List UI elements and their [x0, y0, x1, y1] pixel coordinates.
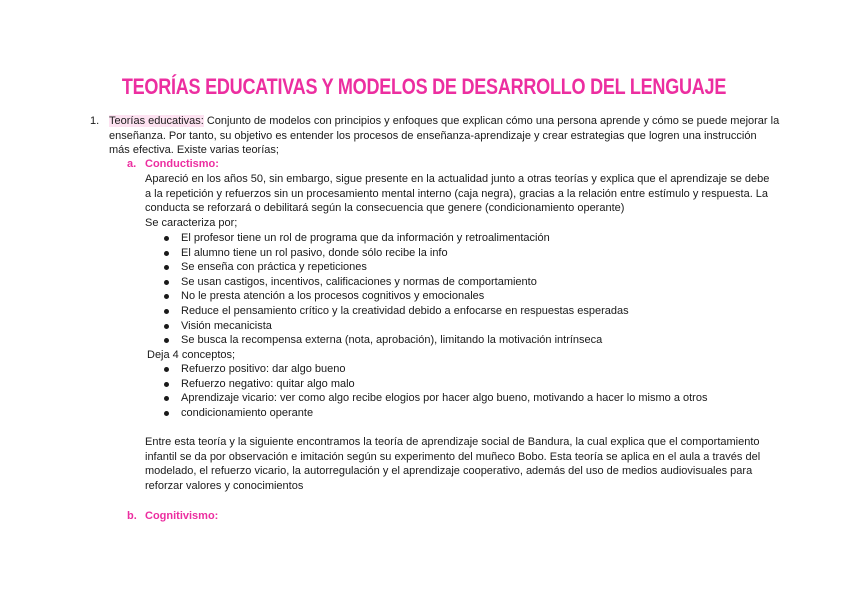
list-item-text: Reduce el pensamiento crítico y la creatividad debido a enfocarse en respuestas esperadas: [181, 304, 629, 317]
bullet-icon: [164, 382, 169, 387]
list-item: [145, 289, 765, 304]
bullet-icon: [164, 411, 169, 416]
list-item: [145, 231, 765, 246]
bullet-icon: [164, 251, 169, 256]
list-item: [145, 391, 765, 406]
bullet-icon: [164, 236, 169, 241]
subheading-cognitivismo: [127, 510, 218, 522]
bandura-paragraph: Entre esta teoría y la siguiente encontramos la teoría de aprendizaje social de Bandura, la cual explica que el comportamiento infantil se da por observación e imitación según su experimento del muñeco Bobo. Esta teoría se aplica en el aula a través del modelado, el refuerzo vicario, la autorregulación y el aprendizaje cooperativo, además del uso de medios audiovisuales para reforzar valores y conocimientos: [145, 436, 761, 492]
subheading-letter: a.: [127, 158, 137, 170]
list-item: [145, 406, 765, 421]
conductismo-intro: Apareció en los años 50, sin embargo, sigue presente en la actualidad junto a otras teorías y explica que el aprendizaje se debe a la repetición y refuerzos sin un procesamiento mental interno (caja negra), gracias a la relación entre estímulo y respuesta. La conducta se reforzará o debilitará según la consecuencia que genere (condicionamiento operante): [145, 173, 770, 215]
page-title: TEORÍAS EDUCATIVAS Y MODELOS DE DESARROLLO DEL LENGUAJE: [121, 74, 727, 99]
list-item: [145, 333, 765, 348]
list-item: [145, 319, 765, 334]
list-item-text: Refuerzo negativo: quitar algo malo: [181, 377, 355, 390]
list-item: [145, 304, 765, 319]
highlighted-term: Teorías educativas:: [109, 115, 204, 127]
list-item-text: Visión mecanicista: [181, 319, 272, 332]
section-intro-text: Conjunto de modelos con principios y enfoques que explican cómo una persona aprende y cómo se puede mejorar la enseñanza. Por tanto, su objetivo es entender los procesos de enseñanza-aprendizaje y crear estrategias que logren una instrucción más efectiva. Existe varias teorías;: [109, 115, 780, 157]
bullet-icon: [164, 309, 169, 314]
subheading-letter: b.: [127, 510, 137, 522]
list-item-text: El profesor tiene un rol de programa que da información y retroalimentación: [181, 232, 550, 244]
characteristics-label: Se caracteriza por;: [145, 217, 238, 229]
list-item-text: Se usan castigos, incentivos, calificaciones y normas de comportamiento: [181, 275, 537, 288]
list-item-text: No le presta atención a los procesos cognitivos y emocionales: [181, 290, 485, 303]
list-item-text: condicionamiento operante: [181, 406, 314, 419]
list-item: [145, 377, 765, 392]
list-item-text: Se busca la recompensa externa (nota, aprobación), limitando la motivación intrínseca: [181, 334, 603, 347]
bullet-icon: [164, 338, 169, 343]
bullet-icon: [164, 396, 169, 401]
list-item-text: Aprendizaje vicario: ver como algo recibe elogios por hacer algo bueno, motivando a hacer lo mismo a otros: [181, 392, 708, 405]
list-item: [145, 246, 765, 261]
list-item: [145, 362, 765, 377]
list-item-text: El alumno tiene un rol pasivo, donde sólo recibe la info: [181, 246, 448, 259]
subheading-text: Cognitivismo:: [145, 510, 219, 522]
bullet-icon: [164, 367, 169, 372]
bullet-icon: [164, 324, 169, 329]
bullet-icon: [164, 280, 169, 285]
concepts-list: [145, 362, 765, 420]
bullet-icon: [164, 294, 169, 299]
list-item-text: Refuerzo positivo: dar algo bueno: [181, 363, 346, 375]
list-item-text: Se enseña con práctica y repeticiones: [181, 261, 367, 274]
concepts-label: Deja 4 conceptos;: [147, 349, 236, 361]
list-item: [145, 260, 765, 275]
bullet-icon: [164, 265, 169, 270]
subheading-text: Conductismo:: [145, 158, 219, 170]
list-item: [145, 275, 765, 290]
section-intro: [109, 114, 780, 158]
subheading-conductismo: [127, 158, 219, 170]
section-educational-theories: [90, 114, 780, 158]
characteristics-list: [145, 231, 765, 348]
section-number: 1.: [90, 115, 100, 127]
